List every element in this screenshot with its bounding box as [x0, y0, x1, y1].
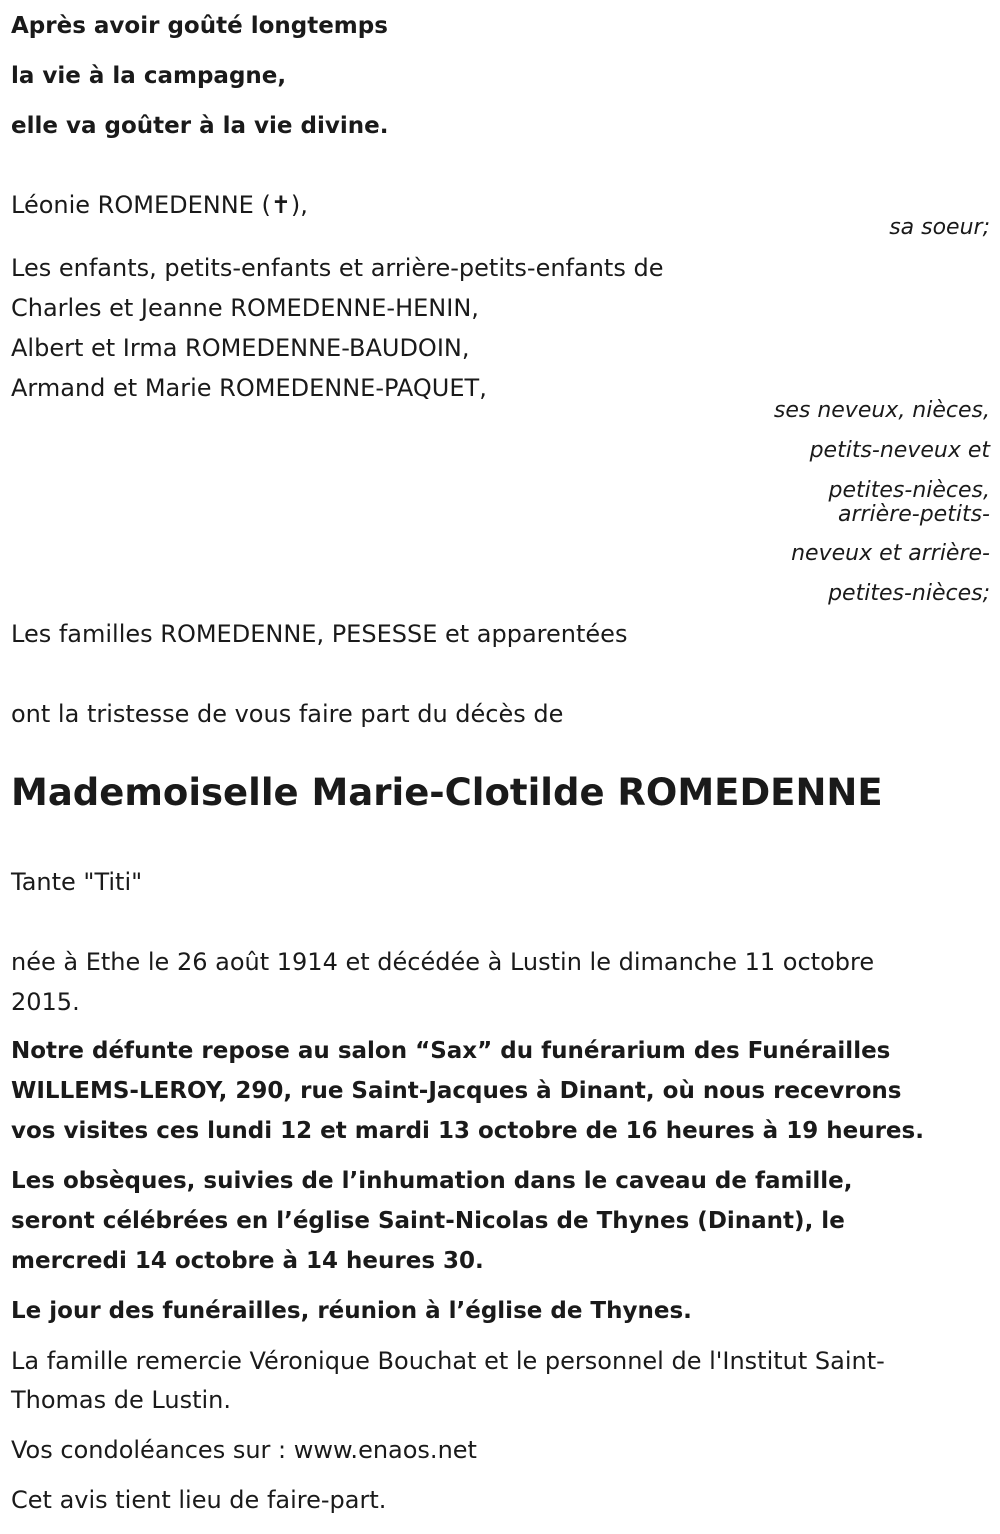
intro-line-3: elle va goûter à la vie divine. [11, 113, 389, 139]
birth-line-1: née à Ethe le 26 août 1914 et décédée à Lustin le dimanche 11 octobre [11, 948, 875, 976]
descendants-role-4: arrière-petits- [837, 502, 990, 527]
intro-line-2: la vie à la campagne, [11, 63, 287, 89]
funeral-line-1: Les obsèques, suivies de l’inhumation dans le caveau de famille, [11, 1168, 853, 1194]
descendants-line-1: Les enfants, petits-enfants et arrière-petits-enfants de [11, 254, 664, 282]
families-line: Les familles ROMEDENNE, PESESSE et apparentées [11, 620, 628, 648]
notice-line: Cet avis tient lieu de faire-part. [11, 1486, 387, 1514]
sister-name: Léonie ROMEDENNE (✝), [11, 191, 308, 219]
meeting-line: Le jour des funérailles, réunion à l’église de Thynes. [11, 1298, 692, 1324]
announce-line: ont la tristesse de vous faire part du décès de [11, 700, 564, 728]
funeral-line-3: mercredi 14 octobre à 14 heures 30. [11, 1248, 484, 1274]
descendants-line-3: Albert et Irma ROMEDENNE-BAUDOIN, [11, 334, 470, 362]
descendants-line-2: Charles et Jeanne ROMEDENNE-HENIN, [11, 294, 479, 322]
visits-line-2: WILLEMS-LEROY, 290, rue Saint-Jacques à Dinant, où nous recevrons [11, 1078, 902, 1104]
descendants-role-5: neveux et arrière- [791, 541, 990, 566]
descendants-role-2: petits-neveux et [809, 438, 990, 463]
descendants-role-3: petites-nièces, [828, 478, 990, 503]
descendants-role-1: ses neveux, nièces, [773, 398, 990, 423]
sister-role: sa soeur; [889, 215, 990, 240]
intro-line-1: Après avoir goûté longtemps [11, 13, 388, 39]
condolences-line: Vos condoléances sur : www.enaos.net [11, 1436, 477, 1464]
descendants-line-4: Armand et Marie ROMEDENNE-PAQUET, [11, 374, 487, 402]
thanks-line-2: Thomas de Lustin. [11, 1386, 231, 1414]
deceased-name: Mademoiselle Marie-Clotilde ROMEDENNE [11, 771, 883, 814]
visits-line-1: Notre défunte repose au salon “Sax” du funérarium des Funérailles [11, 1038, 891, 1064]
nickname-line: Tante "Titi" [11, 868, 143, 896]
descendants-role-6: petites-nièces; [828, 581, 990, 606]
visits-line-3: vos visites ces lundi 12 et mardi 13 octobre de 16 heures à 19 heures. [11, 1118, 924, 1144]
funeral-line-2: seront célébrées en l’église Saint-Nicolas de Thynes (Dinant), le [11, 1208, 845, 1234]
thanks-line-1: La famille remercie Véronique Bouchat et le personnel de l'Institut Saint- [11, 1347, 885, 1375]
birth-line-2: 2015. [11, 988, 80, 1016]
